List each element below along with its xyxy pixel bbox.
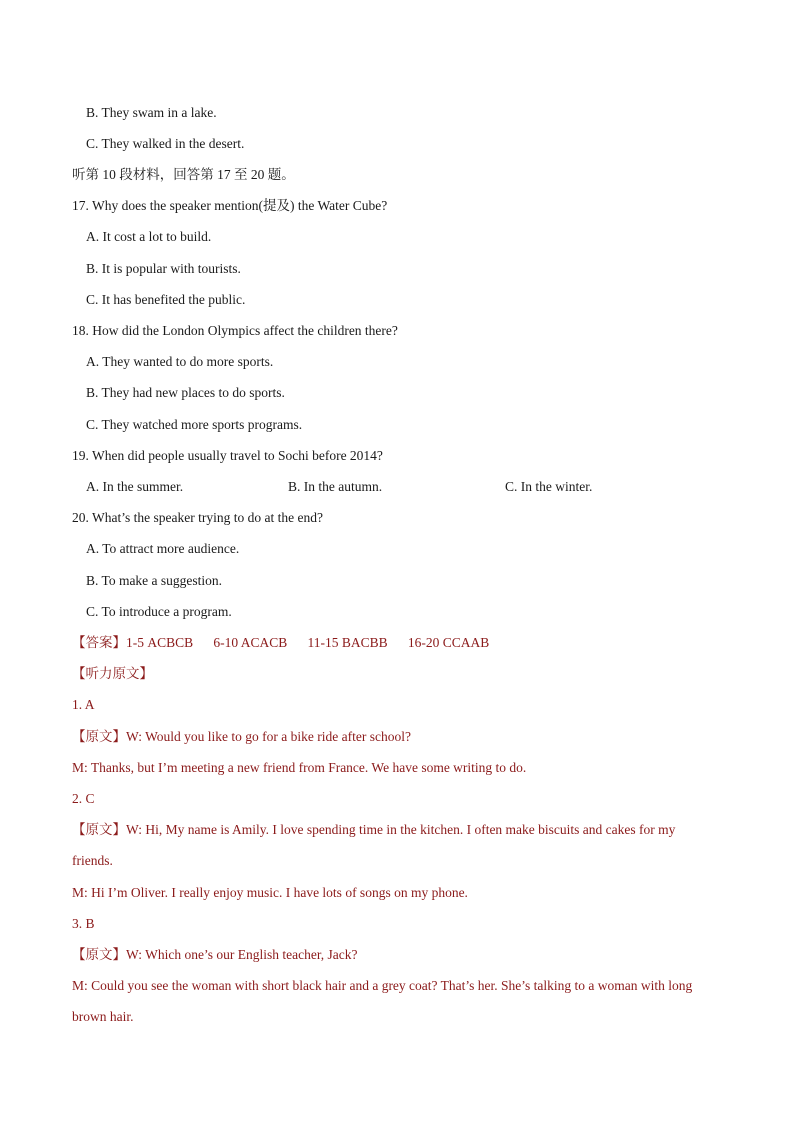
q19-option-c: C. In the winter. — [505, 479, 593, 494]
transcript-2-woman: 【原文】W: Hi, My name is Amily. I love spending time in the kitchen. I often make biscuits and cakes for my — [72, 822, 676, 837]
q20-option-c: C. To introduce a program. — [86, 604, 232, 619]
q17-option-c: C. It has benefited the public. — [86, 292, 246, 307]
question-18: 18. How did the London Olympics affect the children there? — [72, 323, 398, 338]
transcript-1-man: M: Thanks, but I’m meeting a new friend from France. We have some writing to do. — [72, 760, 527, 775]
transcript-3-number: 3. B — [72, 916, 95, 931]
option-c: C. They walked in the desert. — [86, 136, 245, 151]
question-20: 20. What’s the speaker trying to do at the end? — [72, 510, 323, 525]
question-19: 19. When did people usually travel to Sochi before 2014? — [72, 448, 383, 463]
transcript-2-man: M: Hi I’m Oliver. I really enjoy music. I have lots of songs on my phone. — [72, 885, 468, 900]
q17-option-b: B. It is popular with tourists. — [86, 261, 241, 276]
q20-option-b: B. To make a suggestion. — [86, 573, 223, 588]
q18-option-a: A. They wanted to do more sports. — [86, 354, 274, 369]
q19-option-a: A. In the summer. — [86, 479, 184, 494]
transcript-3-woman: 【原文】W: Which one’s our English teacher, Jack? — [72, 947, 358, 962]
question-17: 17. Why does the speaker mention(提及) the Water Cube? — [72, 198, 388, 213]
transcript-2-woman-cont: friends. — [72, 853, 113, 868]
section-intro: 听第 10 段材料，回答第 17 至 20 题。 — [72, 167, 295, 182]
transcript-heading: 【听力原文】 — [72, 666, 153, 681]
q18-option-b: B. They had new places to do sports. — [86, 385, 285, 400]
transcript-2-number: 2. C — [72, 791, 95, 806]
q18-option-c: C. They watched more sports programs. — [86, 417, 303, 432]
answer-key: 【答案】1-5 ACBCB 6-10 ACACB 11-15 BACBB 16-20 CCAAB — [72, 635, 490, 650]
q17-option-a: A. It cost a lot to build. — [86, 229, 212, 244]
transcript-1-woman: 【原文】W: Would you like to go for a bike ride after school? — [72, 729, 411, 744]
option-b: B. They swam in a lake. — [86, 105, 217, 120]
q20-option-a: A. To attract more audience. — [86, 541, 240, 556]
q19-option-b: B. In the autumn. — [288, 479, 383, 494]
transcript-3-man: M: Could you see the woman with short black hair and a grey coat? That’s her. She’s talking to a woman with long — [72, 978, 693, 993]
transcript-3-man-cont: brown hair. — [72, 1009, 134, 1024]
transcript-1-number: 1. A — [72, 697, 95, 712]
